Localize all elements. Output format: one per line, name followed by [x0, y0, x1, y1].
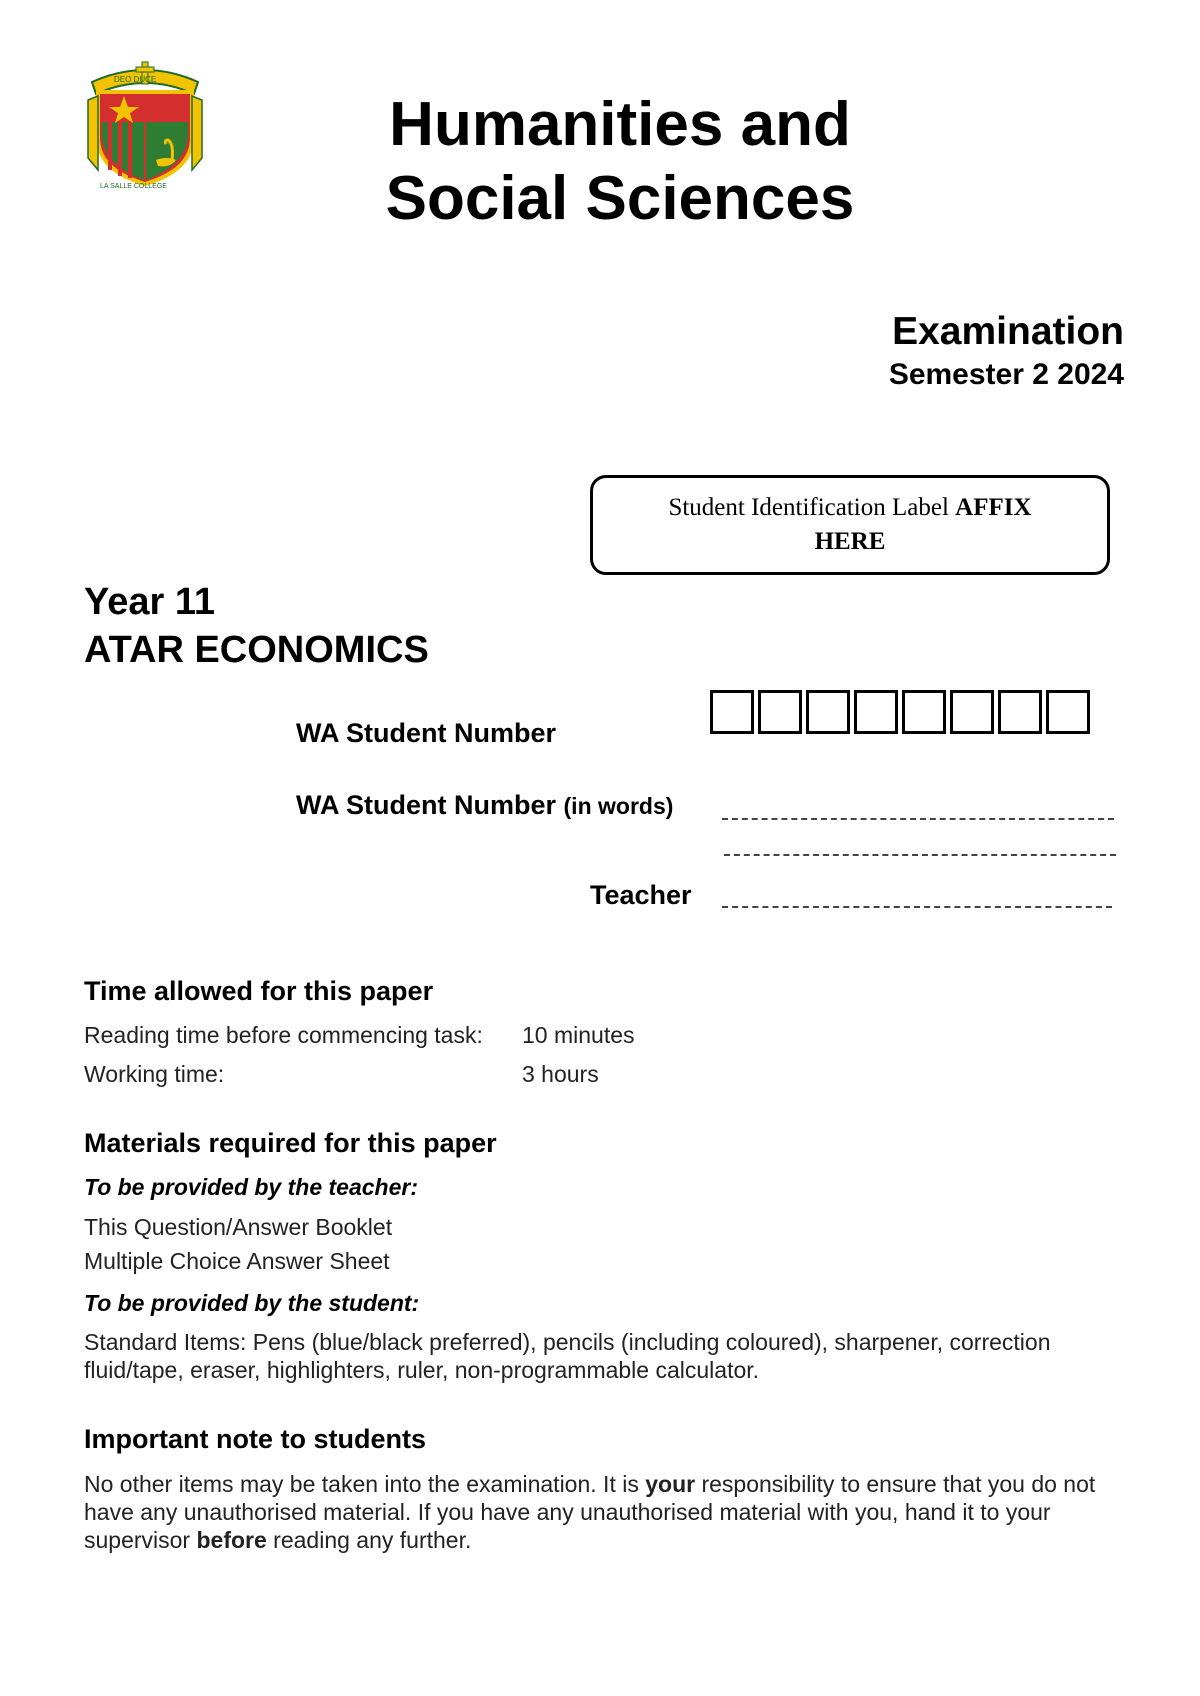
- note-text-emphasis-your: your: [645, 1471, 696, 1497]
- course-block: [84, 578, 429, 674]
- note-text: [84, 1470, 1124, 1554]
- reading-time-label: Reading time before commencing task:: [84, 1022, 483, 1048]
- student-id-label-text: [668, 491, 1031, 559]
- note-text-part: responsibility to ensure that you do not have any unauthorised material. If you have any unauthorised material with you, hand it to your supervisor: [84, 1471, 1096, 1553]
- teacher-label: Teacher: [590, 880, 692, 910]
- exam-semester: Semester 2 2024: [888, 358, 1124, 391]
- note-text-emphasis-before: before: [196, 1527, 267, 1553]
- student-number-digit-box[interactable]: [758, 690, 802, 734]
- student-number-digit-box[interactable]: [950, 690, 994, 734]
- student-number-digit-box[interactable]: [854, 690, 898, 734]
- student-number-digit-box[interactable]: [998, 690, 1042, 734]
- note-text-part: No other items may be taken into the examination. It is: [84, 1471, 646, 1497]
- course-year: Year 11: [84, 581, 216, 623]
- student-number-words-line-2[interactable]: [724, 854, 1116, 856]
- student-number-digit-box[interactable]: [806, 690, 850, 734]
- student-id-label-box: [590, 475, 1110, 575]
- crest-motto: DEO DUCE: [114, 75, 157, 84]
- student-number-words-label: [296, 790, 673, 821]
- materials-teacher-item: Multiple Choice Answer Sheet: [84, 1248, 390, 1274]
- materials-teacher-item: This Question/Answer Booklet: [84, 1214, 393, 1240]
- subject-title: [370, 88, 870, 236]
- student-number-words-line-1[interactable]: [722, 818, 1114, 820]
- teacher-line[interactable]: [722, 906, 1112, 908]
- student-number-digit-box[interactable]: [1046, 690, 1090, 734]
- subject-title-line2: Social Sciences: [385, 164, 855, 233]
- note-text-part: reading any further.: [266, 1527, 472, 1553]
- subject-title-line1: Humanities and: [389, 90, 851, 159]
- course-name: ATAR ECONOMICS: [84, 629, 429, 671]
- materials-student-text: Standard Items: Pens (blue/black preferred), pencils (including coloured), sharpener, correction fluid/tape, eraser, highlighters, ruler, non-programmable calculator.: [84, 1329, 1051, 1383]
- materials-student-subheading: To be provided by the student:: [84, 1290, 420, 1316]
- materials-heading: Materials required for this paper: [84, 1128, 497, 1158]
- school-crest-logo: [84, 60, 206, 190]
- id-label-plain: Student Identification Label: [668, 494, 956, 521]
- crest-school-name: LA SALLE COLLEGE: [100, 183, 167, 190]
- student-number-words-label-main: WA Student Number: [296, 790, 556, 820]
- exam-title: Examination: [892, 310, 1124, 353]
- id-label-here: HERE: [814, 528, 886, 555]
- working-time-value: 3 hours: [522, 1061, 599, 1087]
- note-heading: Important note to students: [84, 1424, 426, 1454]
- time-heading: Time allowed for this paper: [84, 976, 434, 1006]
- materials-teacher-subheading: To be provided by the teacher:: [84, 1174, 418, 1200]
- working-time-label: Working time:: [84, 1061, 225, 1087]
- student-number-label: WA Student Number: [296, 718, 556, 748]
- student-number-boxes[interactable]: [710, 690, 1094, 734]
- student-number-words-suffix: (in words): [563, 793, 674, 819]
- reading-time-value: 10 minutes: [522, 1022, 635, 1048]
- student-number-digit-box[interactable]: [902, 690, 946, 734]
- exam-title-block: [889, 308, 1124, 394]
- student-number-digit-box[interactable]: [710, 690, 754, 734]
- id-label-affix: AFFIX: [955, 494, 1032, 521]
